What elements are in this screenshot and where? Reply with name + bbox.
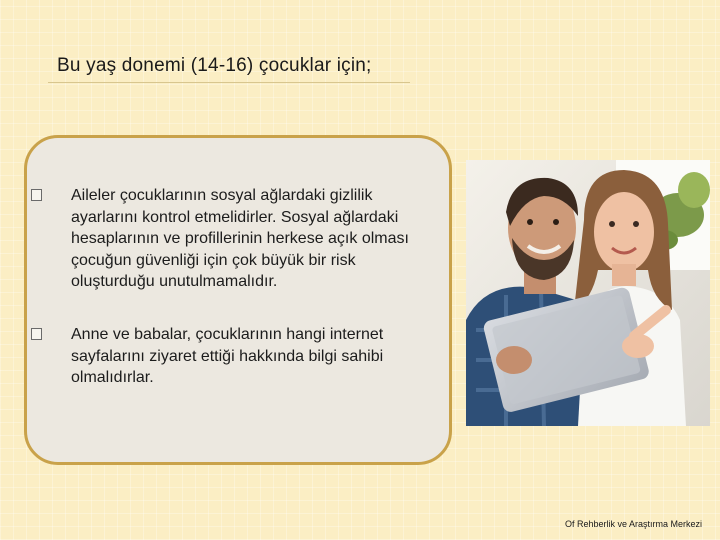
slide-title: Bu yaş donemi (14-16) çocuklar için; [57, 55, 372, 76]
checkbox-bullet-icon [31, 189, 42, 201]
footer-organization: Of Rehberlik ve Araştırma Merkezi [564, 519, 702, 529]
photo-father-daughter-tablet [466, 160, 710, 426]
bullet-text: Aileler çocuklarının sosyal ağlardaki gizlilik ayarlarını kontrol etmelidirler. Sosyal ağlardaki hesaplarının ve profillerinin herkese açık olması çocuğun güvenliği için çok büyük bir risk oluşturduğu unutulmamalıdır. [71, 187, 409, 290]
checkbox-bullet-icon [31, 328, 42, 340]
bullet-text: Anne ve babalar, çocuklarının hangi internet sayfalarını ziyaret ettiği hakkında bilgi sahibi olmalıdırlar. [71, 326, 384, 386]
content-box [24, 135, 452, 465]
bullet-item [57, 324, 419, 389]
bullet-item [57, 185, 419, 293]
title-divider [48, 82, 410, 83]
